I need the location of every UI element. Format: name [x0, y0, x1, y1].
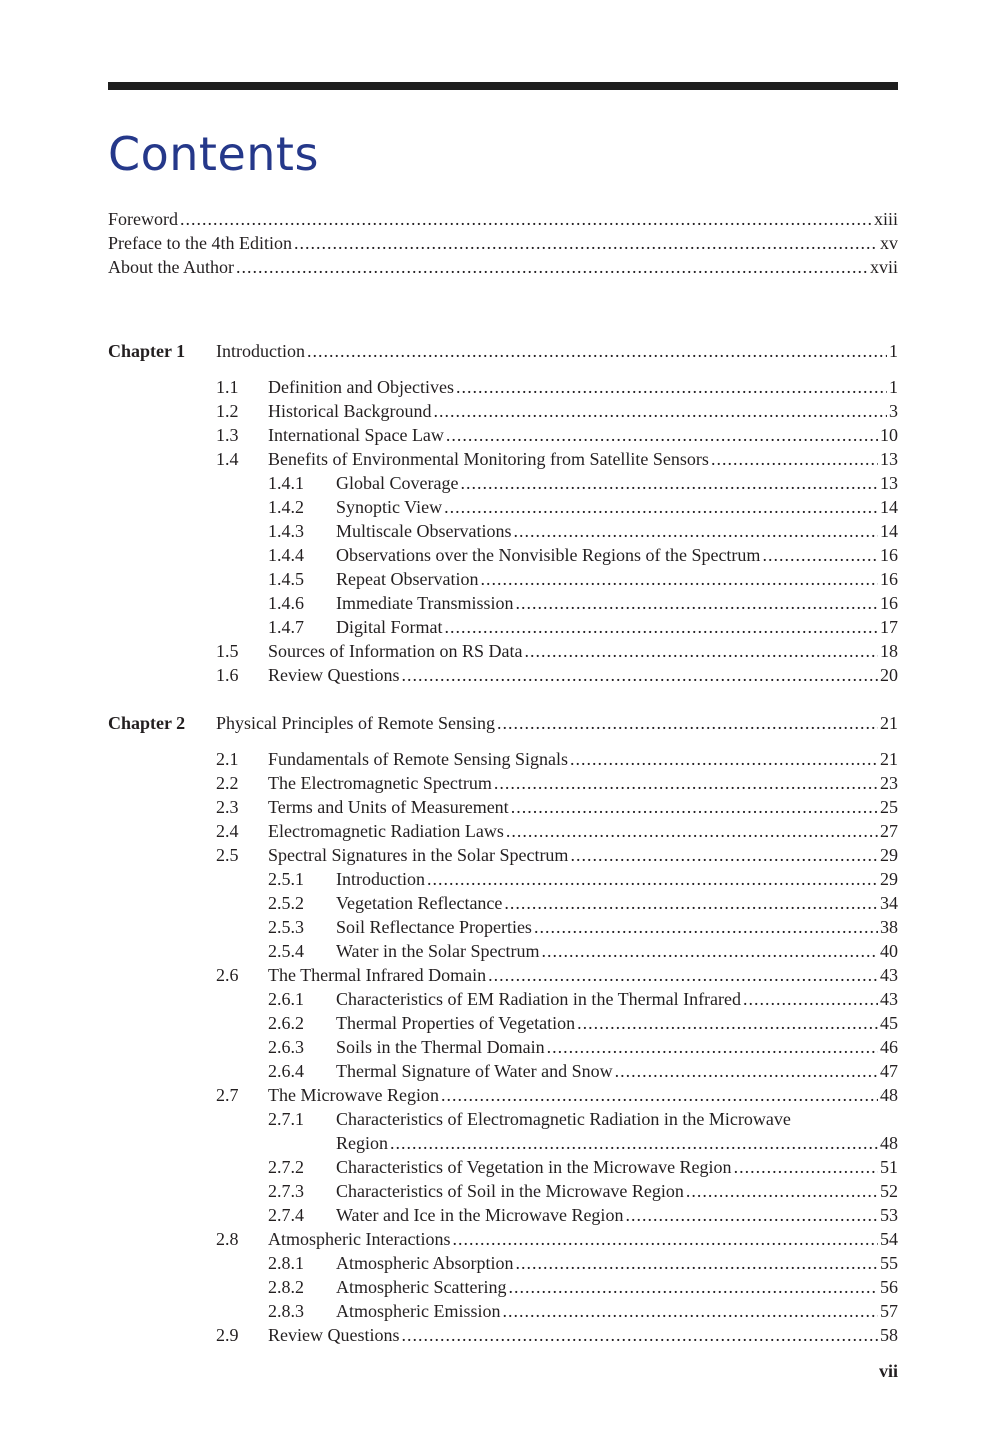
toc-entry-subsection[interactable]	[108, 891, 898, 915]
toc-entry-subsection[interactable]	[108, 591, 898, 615]
chapter-title: Physical Principles of Remote Sensing	[216, 713, 495, 733]
section-title: Fundamentals of Remote Sensing Signals	[268, 749, 568, 769]
section-number: 2.3	[216, 797, 239, 817]
dot-leader	[401, 663, 878, 687]
dot-leader	[294, 231, 878, 255]
entry-title: About the Author	[108, 257, 234, 277]
section-title: Introduction	[336, 869, 425, 889]
section-number: 2.5	[216, 845, 239, 865]
section-title-continued: Region	[336, 1133, 388, 1153]
section-title: Soil Reflectance Properties	[336, 917, 532, 937]
toc-entry-subsection[interactable]	[108, 1251, 898, 1275]
toc-entry-subsection[interactable]	[108, 1275, 898, 1299]
toc-entry-section[interactable]	[108, 375, 898, 399]
dot-leader	[307, 339, 887, 363]
chapter-title: Introduction	[216, 341, 305, 361]
entry-page: 1	[889, 341, 898, 361]
toc-entry-preface[interactable]	[108, 231, 898, 255]
entry-title: Preface to the 4th Edition	[108, 233, 292, 253]
section-number: 2.6.2	[268, 1013, 304, 1033]
section-title: International Space Law	[268, 425, 444, 445]
section-title: The Thermal Infrared Domain	[268, 965, 487, 985]
toc-entry-subsection[interactable]	[108, 1011, 898, 1035]
section-number: 1.2	[216, 401, 239, 421]
section-title: The Electromagnetic Spectrum	[268, 773, 492, 793]
toc-entry-subsection[interactable]	[108, 1203, 898, 1227]
entry-page: 38	[880, 917, 898, 937]
entry-page: 16	[880, 593, 898, 613]
section-title: Vegetation Reflectance	[336, 893, 503, 913]
section-title: Multiscale Observations	[336, 521, 512, 541]
entry-page: 29	[880, 845, 898, 865]
entry-page: 52	[880, 1181, 898, 1201]
entry-page: 45	[880, 1013, 898, 1033]
entry-page: 16	[880, 569, 898, 589]
section-title: Water and Ice in the Microwave Region	[336, 1205, 624, 1225]
section-number: 2.6	[216, 965, 239, 985]
toc-entry-subsection[interactable]	[108, 567, 898, 591]
section-number: 1.4.7	[268, 617, 304, 637]
toc-entry-section[interactable]	[108, 747, 898, 771]
dot-leader	[390, 1131, 878, 1155]
toc-entry-section[interactable]	[108, 1107, 898, 1131]
section-title: Characteristics of Vegetation in the Microwave Region	[336, 1157, 732, 1177]
dot-leader	[445, 615, 879, 639]
dot-leader	[441, 1083, 878, 1107]
entry-page: 48	[880, 1085, 898, 1105]
toc-entry-subsection[interactable]	[108, 1059, 898, 1083]
section-title: Digital Format	[336, 617, 443, 637]
toc-entry-subsection[interactable]	[108, 1299, 898, 1323]
section-number: 1.4	[216, 449, 239, 469]
section-title: Thermal Properties of Vegetation	[336, 1013, 576, 1033]
section-title: Review Questions	[268, 1325, 400, 1345]
dot-leader	[570, 747, 878, 771]
entry-page: 21	[880, 749, 898, 769]
page-number-folio: vii	[878, 1361, 898, 1381]
dot-leader	[504, 891, 878, 915]
entry-page: 58	[880, 1325, 898, 1345]
toc-entry-foreword[interactable]	[108, 207, 898, 231]
section-number: 2.7.1	[268, 1109, 304, 1129]
section-number: 2.7	[216, 1085, 239, 1105]
toc-entry-chapter-2[interactable]	[108, 711, 898, 735]
page-title: Contents	[108, 127, 319, 181]
section-number: 1.4.2	[268, 497, 304, 517]
toc-entry-subsection[interactable]	[108, 495, 898, 519]
chapter-1-sections	[108, 375, 898, 687]
section-title: Historical Background	[268, 401, 432, 421]
entry-page: 27	[880, 821, 898, 841]
entry-page: 47	[880, 1061, 898, 1081]
entry-page: 25	[880, 797, 898, 817]
section-number: 2.4	[216, 821, 239, 841]
dot-leader	[516, 591, 878, 615]
toc-entry-subsection[interactable]	[108, 615, 898, 639]
entry-page: 54	[880, 1229, 898, 1249]
section-title: Characteristics of Electromagnetic Radiation in the Microwave	[336, 1109, 791, 1129]
entry-page: xv	[880, 233, 898, 253]
toc-entry-subsection[interactable]	[108, 543, 898, 567]
toc-entry-subsection[interactable]	[108, 471, 898, 495]
entry-page: 17	[880, 617, 898, 637]
section-title: Repeat Observation	[336, 569, 479, 589]
toc-entry-section[interactable]	[108, 1323, 898, 1347]
section-title: Spectral Signatures in the Solar Spectrum	[268, 845, 569, 865]
section-title: Sources of Information on RS Data	[268, 641, 523, 661]
section-number: 2.8.1	[268, 1253, 304, 1273]
dot-leader	[506, 819, 878, 843]
section-number: 1.5	[216, 641, 239, 661]
section-number: 2.2	[216, 773, 239, 793]
entry-page: 13	[880, 449, 898, 469]
section-number: 2.9	[216, 1325, 239, 1345]
dot-leader	[625, 1203, 878, 1227]
entry-page: 10	[880, 425, 898, 445]
section-number: 1.4.4	[268, 545, 304, 565]
dot-leader	[734, 1155, 878, 1179]
dot-leader	[446, 423, 878, 447]
chapter-2-sections	[108, 747, 898, 1347]
entry-page: 13	[880, 473, 898, 493]
top-rule	[108, 82, 898, 90]
section-number: 1.4.6	[268, 593, 304, 613]
entry-page: xvii	[869, 257, 898, 277]
section-title: Soils in the Thermal Domain	[336, 1037, 545, 1057]
toc-entry-subsection[interactable]	[108, 1035, 898, 1059]
section-number: 2.5.2	[268, 893, 304, 913]
section-number: 1.4.5	[268, 569, 304, 589]
toc-entry-section[interactable]	[108, 1083, 898, 1107]
entry-page: 48	[880, 1133, 898, 1153]
section-title: Atmospheric Absorption	[336, 1253, 514, 1273]
dot-leader	[547, 1035, 878, 1059]
entry-page: 16	[880, 545, 898, 565]
entry-page: 56	[880, 1277, 898, 1297]
dot-leader	[516, 1251, 879, 1275]
section-title: Immediate Transmission	[336, 593, 514, 613]
toc-entry-section[interactable]	[108, 819, 898, 843]
section-number: 2.6.1	[268, 989, 304, 1009]
entry-title: Foreword	[108, 209, 178, 229]
section-number: 2.7.2	[268, 1157, 304, 1177]
section-number: 2.5.4	[268, 941, 304, 961]
toc-entry-section[interactable]	[108, 399, 898, 423]
dot-leader	[534, 915, 878, 939]
dot-leader	[456, 375, 887, 399]
section-title: Atmospheric Scattering	[336, 1277, 507, 1297]
entry-page: 3	[889, 401, 898, 421]
toc-entry-subsection[interactable]	[108, 519, 898, 543]
entry-page: 51	[880, 1157, 898, 1177]
toc-entry-section[interactable]	[108, 423, 898, 447]
dot-leader	[460, 471, 878, 495]
section-number: 1.1	[216, 377, 239, 397]
section-number: 2.6.3	[268, 1037, 304, 1057]
dot-leader	[236, 255, 868, 279]
section-title: Terms and Units of Measurement	[268, 797, 509, 817]
entry-page: 18	[880, 641, 898, 661]
toc-entry-section[interactable]	[108, 795, 898, 819]
dot-leader	[433, 399, 887, 423]
toc-entry-about-author[interactable]	[108, 255, 898, 279]
dot-leader	[686, 1179, 878, 1203]
dot-leader	[488, 963, 878, 987]
dot-leader	[542, 939, 879, 963]
dot-leader	[494, 771, 878, 795]
toc-entry-subsection[interactable]	[108, 939, 898, 963]
dot-leader	[444, 495, 878, 519]
section-number: 2.7.4	[268, 1205, 304, 1225]
toc-entry-section[interactable]	[108, 771, 898, 795]
section-title: Synoptic View	[336, 497, 443, 517]
section-number: 2.5.3	[268, 917, 304, 937]
entry-page: 53	[880, 1205, 898, 1225]
toc-entry-section[interactable]	[108, 1227, 898, 1251]
dot-leader	[762, 543, 878, 567]
dot-leader	[511, 795, 878, 819]
toc-entry-subsection[interactable]	[108, 1155, 898, 1179]
section-title: Electromagnetic Radiation Laws	[268, 821, 504, 841]
dot-leader	[452, 1227, 878, 1251]
toc-entry-section-continued[interactable]	[108, 1131, 898, 1155]
dot-leader	[401, 1323, 878, 1347]
entry-page: 14	[880, 497, 898, 517]
section-number: 2.8.3	[268, 1301, 304, 1321]
dot-leader	[743, 987, 878, 1011]
dot-leader	[508, 1275, 878, 1299]
front-matter-list	[108, 207, 898, 279]
section-title: Thermal Signature of Water and Snow	[336, 1061, 613, 1081]
toc-entry-chapter-1[interactable]	[108, 339, 898, 363]
dot-leader	[577, 1011, 878, 1035]
dot-leader	[480, 567, 878, 591]
dot-leader	[503, 1299, 879, 1323]
dot-leader	[711, 447, 878, 471]
section-title: Definition and Objectives	[268, 377, 454, 397]
chapter-label: Chapter 2	[108, 713, 186, 733]
section-number: 1.4.3	[268, 521, 304, 541]
section-number: 2.8.2	[268, 1277, 304, 1297]
section-number: 2.7.3	[268, 1181, 304, 1201]
section-number: 2.1	[216, 749, 239, 769]
toc-entry-subsection[interactable]	[108, 867, 898, 891]
section-title: Atmospheric Emission	[336, 1301, 501, 1321]
entry-page: 21	[880, 713, 898, 733]
dot-leader	[497, 711, 878, 735]
entry-page: 46	[880, 1037, 898, 1057]
section-title: Benefits of Environmental Monitoring from Satellite Sensors	[268, 449, 709, 469]
entry-page: 29	[880, 869, 898, 889]
dot-leader	[524, 639, 878, 663]
entry-page: 43	[880, 989, 898, 1009]
dot-leader	[513, 519, 878, 543]
toc-entry-subsection[interactable]	[108, 1179, 898, 1203]
section-title: Atmospheric Interactions	[268, 1229, 451, 1249]
section-number: 1.6	[216, 665, 239, 685]
section-title: Characteristics of EM Radiation in the Thermal Infrared	[336, 989, 742, 1009]
section-title: Review Questions	[268, 665, 400, 685]
toc-entry-subsection[interactable]	[108, 987, 898, 1011]
toc-entry-section[interactable]	[108, 963, 898, 987]
entry-page: 20	[880, 665, 898, 685]
dot-leader	[427, 867, 878, 891]
dot-leader	[180, 207, 872, 231]
section-title: Characteristics of Soil in the Microwave Region	[336, 1181, 684, 1201]
chapter-label: Chapter 1	[108, 341, 186, 361]
section-number: 1.4.1	[268, 473, 304, 493]
section-number: 2.8	[216, 1229, 239, 1249]
entry-page: 34	[880, 893, 898, 913]
section-title: The Microwave Region	[268, 1085, 439, 1105]
section-number: 1.3	[216, 425, 239, 445]
entry-page: 55	[880, 1253, 898, 1273]
entry-page: 43	[880, 965, 898, 985]
entry-page: 14	[880, 521, 898, 541]
toc-entry-section[interactable]	[108, 843, 898, 867]
entry-page: 40	[880, 941, 898, 961]
entry-page: xiii	[873, 209, 898, 229]
toc-entry-section[interactable]	[108, 663, 898, 687]
entry-page: 1	[889, 377, 898, 397]
entry-page: 57	[880, 1301, 898, 1321]
toc-entry-subsection[interactable]	[108, 915, 898, 939]
entry-page: 23	[880, 773, 898, 793]
toc-entry-section[interactable]	[108, 639, 898, 663]
section-title: Observations over the Nonvisible Regions of the Spectrum	[336, 545, 761, 565]
section-number: 2.6.4	[268, 1061, 304, 1081]
chapter-2-block	[108, 711, 898, 1347]
dot-leader	[615, 1059, 878, 1083]
chapter-1-block	[108, 339, 898, 687]
section-title: Global Coverage	[336, 473, 459, 493]
section-title: Water in the Solar Spectrum	[336, 941, 540, 961]
toc-entry-section[interactable]	[108, 447, 898, 471]
section-number: 2.5.1	[268, 869, 304, 889]
dot-leader	[570, 843, 878, 867]
